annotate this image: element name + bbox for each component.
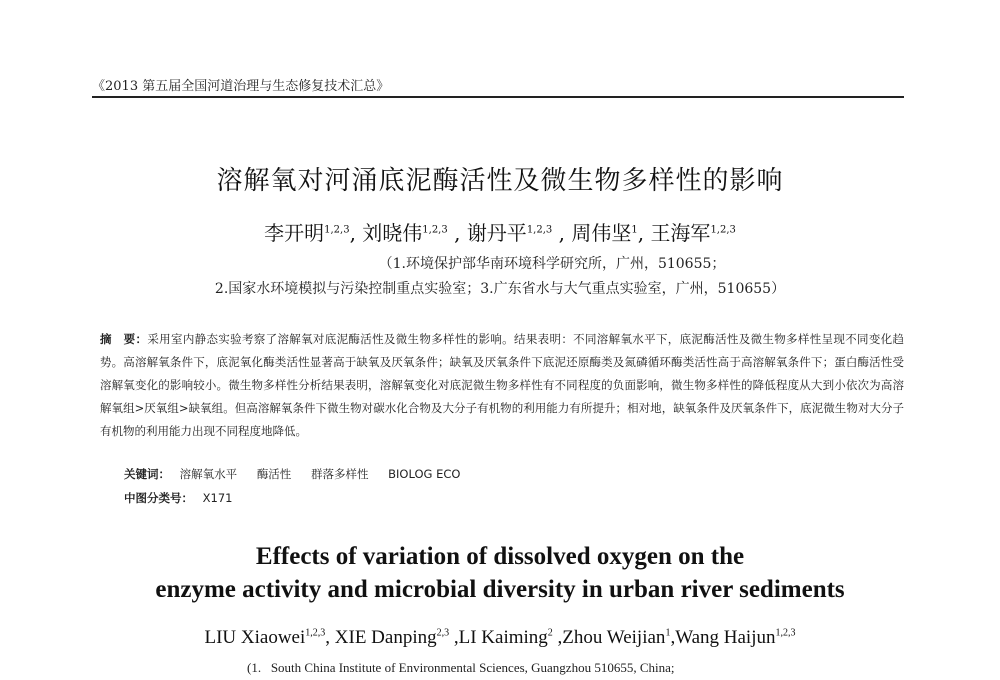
author-affil-sup: 2,3 (436, 627, 450, 639)
author-affil-sup: 1 (665, 627, 671, 639)
chinese-title: 溶解氧对河涌底泥酶活性及微生物多样性的影响 (216, 166, 784, 196)
author-sep: , (349, 221, 356, 245)
author-affil-sup: 1 (631, 224, 638, 236)
author-name: 谢丹平 (466, 221, 527, 245)
classification-value: X171 (202, 491, 233, 505)
author-affil-sup: 1,2,3 (775, 627, 796, 639)
author-name: 李开明 (264, 221, 325, 245)
keywords-line (124, 466, 476, 482)
classification-line (124, 490, 248, 506)
keyword: 酶活性 (256, 467, 292, 481)
author-sep: , (552, 221, 565, 245)
running-header: 《2013 第五届全国河道治理与生态修复技术汇总》 (92, 79, 390, 94)
author-sep: , (325, 627, 335, 648)
author-name: LI Kaiming (458, 627, 548, 648)
author-sep: , (447, 221, 461, 245)
abstract-text: 采用室内静态实验考察了溶解氧对底泥酶活性及微生物多样性的影响。结果表明：不同溶解氧水平下，底泥酶活性及微生物多样性呈现不同变化趋势。高溶解氧条件下，底泥氧化酶类活性显著高于缺氧及厌氧条件；缺氧及厌氧条件下底泥还原酶类及氮磷循环酶类活性高于高溶解氧条件下；蛋白酶活性受溶解氧变化的影响较小。微生物多样性分析结果表明，溶解氧变化对底泥微生物多样性有不同程度的负面影响，微生物多样性的降低程度从大到小依次为高溶解氧组>厌氧组>缺氧组。但高溶解氧条件下微生物对碳水化合物及大分子有机物的利用能力有所提升；相对地，缺氧条件及厌氧条件下，底泥微生物对大分子有机物的利用能力出现不同程度地降低。 (100, 332, 905, 438)
chinese-affiliation-line-1: （1.环境保护部华南环境科学研究所，广州，510655； (378, 256, 726, 272)
author-name: 王海军 (650, 221, 711, 245)
header-rule (92, 96, 904, 98)
author-sep: , (449, 627, 459, 648)
abstract-label: 摘 要： (100, 332, 148, 346)
english-title (0, 540, 1000, 606)
english-authors (0, 627, 1000, 649)
author-name: Wang Haijun (675, 627, 776, 648)
keyword: BIOLOG ECO (388, 467, 461, 481)
author-sep: , (670, 627, 676, 648)
classification-label: 中图分类号： (124, 491, 193, 505)
keyword: 溶解氧水平 (179, 467, 238, 481)
author-affil-sup: 1,2,3 (324, 224, 350, 236)
author-name: Zhou Weijian (562, 627, 666, 648)
author-name: 周伟坚 (571, 221, 632, 245)
english-title-line-1: Effects of variation of dissolved oxygen on the (255, 543, 745, 570)
english-title-line-2: enzyme activity and microbial diversity in urban river sediments (155, 576, 845, 603)
author-affil-sup: 1,2,3 (422, 224, 448, 236)
author-affil-sup: 1,2,3 (710, 224, 736, 236)
chinese-authors (0, 217, 1000, 246)
chinese-affiliation-line-2: 2.国家水环境模拟与污染控制重点实验室；3.广东省水与大气重点实验室，广州，510655） (214, 281, 786, 297)
author-sep: , (637, 221, 645, 245)
author-affil-sup: 2 (547, 627, 553, 639)
chinese-abstract (100, 328, 904, 443)
english-affiliation-line-1: (1. South China Institute of Environmental Sciences, Guangzhou 510655, China; (247, 660, 675, 675)
author-affil-sup: 1,2,3 (526, 224, 553, 236)
keyword: 群落多样性 (310, 467, 369, 481)
author-name: XIE Danping (334, 627, 437, 648)
keywords-label: 关键词： (124, 467, 170, 481)
author-name: LIU Xiaowei (204, 627, 306, 648)
author-sep: , (552, 627, 563, 648)
author-name: 刘晓伟 (362, 221, 423, 245)
author-affil-sup: 1,2,3 (305, 627, 326, 639)
